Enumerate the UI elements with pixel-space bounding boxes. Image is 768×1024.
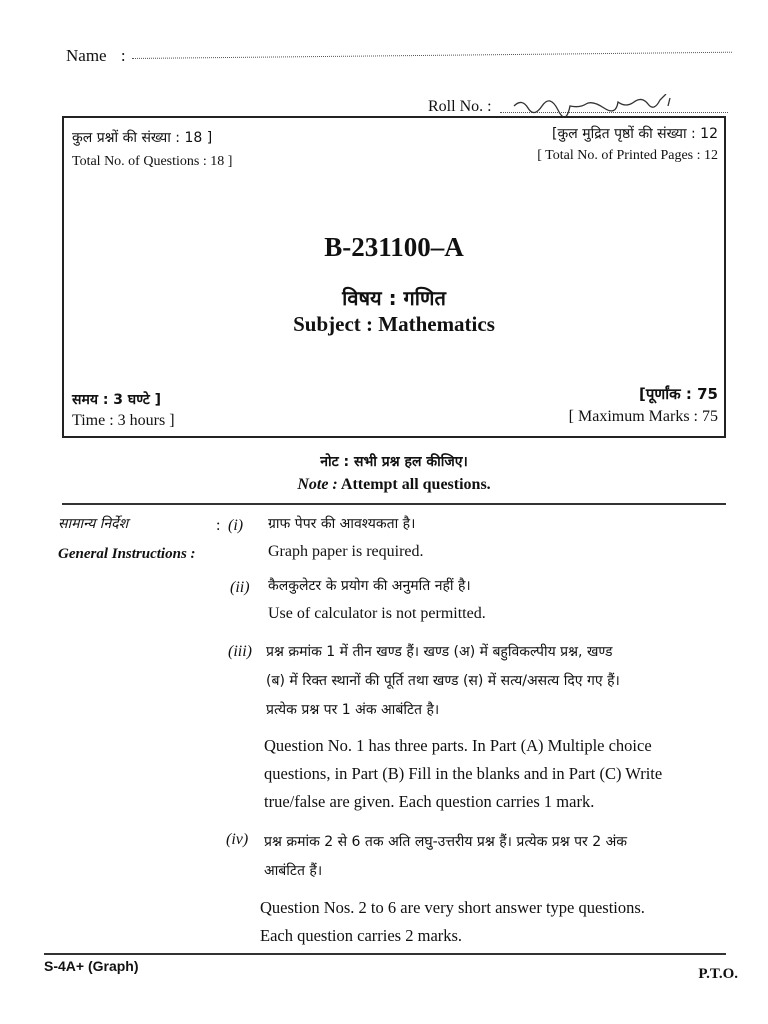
name-fill-line: [132, 52, 732, 59]
item-hindi-line: प्रश्न क्रमांक 2 से 6 तक अति लघु-उत्तरीय प्रश्न हैं। प्रत्येक प्रश्न पर 2 अंक: [264, 834, 628, 850]
item-english: [260, 894, 645, 950]
item-hindi-line: (ब) में रिक्त स्थानों की पूर्ति तथा खण्ड (स) में सत्य/असत्य दिए गए हैं।: [266, 673, 620, 689]
item-hindi-line: प्रश्न क्रमांक 1 में तीन खण्ड हैं। खण्ड (अ) में बहुविकल्पीय प्रश्न, खण्ड: [266, 644, 613, 660]
item-hindi: [266, 638, 732, 725]
name-colon: :: [120, 46, 126, 65]
time-english: Time : 3 hours ]: [72, 412, 175, 429]
max-marks-hindi: [पूर्णांक : 75: [639, 385, 718, 403]
item-number: (iv): [226, 831, 249, 848]
please-turn-over: P.T.O.: [698, 966, 738, 982]
top-divider: [62, 503, 726, 505]
total-questions-hindi: कुल प्रश्नों की संख्या : 18 ]: [72, 130, 213, 146]
item-hindi-line: प्रत्येक प्रश्न पर 1 अंक आबंटित है।: [266, 702, 440, 718]
item-english-line: questions, in Part (B) Fill in the blanks and in Part (C) Write: [264, 764, 663, 783]
item-hindi-line: आबंटित हैं।: [264, 863, 323, 879]
max-marks-english: [ Maximum Marks : 75: [568, 408, 718, 425]
printed-pages-english: [ Total No. of Printed Pages : 12: [537, 148, 718, 163]
item-number: (ii): [230, 579, 250, 596]
instructions-colon: :: [216, 517, 221, 534]
item-hindi: कैलकुलेटर के प्रयोग की अनुमति नहीं है।: [268, 578, 471, 594]
bottom-divider: [44, 953, 726, 955]
item-hindi: ग्राफ पेपर की आवश्यकता है।: [268, 516, 416, 532]
paper-series-code: S-4A+ (Graph): [44, 958, 139, 974]
item-english-line: Each question carries 2 marks.: [260, 926, 463, 945]
item-number: (i): [228, 517, 244, 534]
roll-no-label: Roll No. :: [428, 98, 492, 115]
item-number: (iii): [228, 643, 252, 660]
subject-hindi: विषय : गणित: [342, 286, 446, 310]
subject-english: Subject : Mathematics: [293, 312, 495, 336]
item-english: [264, 732, 662, 816]
paper-code: B-231100–A: [324, 232, 464, 262]
name-label-text: Name: [66, 46, 107, 65]
item-english-line: Question Nos. 2 to 6 are very short answer type questions.: [260, 898, 645, 917]
roll-no-handwriting: [512, 94, 672, 116]
item-english: Use of calculator is not permitted.: [268, 605, 486, 622]
name-label: [66, 46, 126, 66]
item-hindi: [264, 828, 734, 886]
instructions-title-hindi: सामान्य निर्देश: [58, 516, 129, 532]
note-label: Note :: [297, 476, 338, 493]
item-english-line: Question No. 1 has three parts. In Part (A) Multiple choice: [264, 736, 652, 755]
instructions-title-english: General Instructions :: [58, 546, 196, 562]
item-english-line: true/false are given. Each question carries 1 mark.: [264, 792, 595, 811]
total-questions-english: Total No. of Questions : 18 ]: [72, 154, 233, 169]
time-hindi: समय : 3 घण्टे ]: [72, 392, 162, 408]
printed-pages-hindi: [कुल मुद्रित पृष्ठों की संख्या : 12: [552, 126, 718, 142]
item-english: Graph paper is required.: [268, 543, 424, 560]
note-text: Attempt all questions.: [340, 476, 491, 493]
note-english: [62, 476, 726, 494]
note-hindi: नोट : सभी प्रश्न हल कीजिए।: [320, 454, 468, 470]
